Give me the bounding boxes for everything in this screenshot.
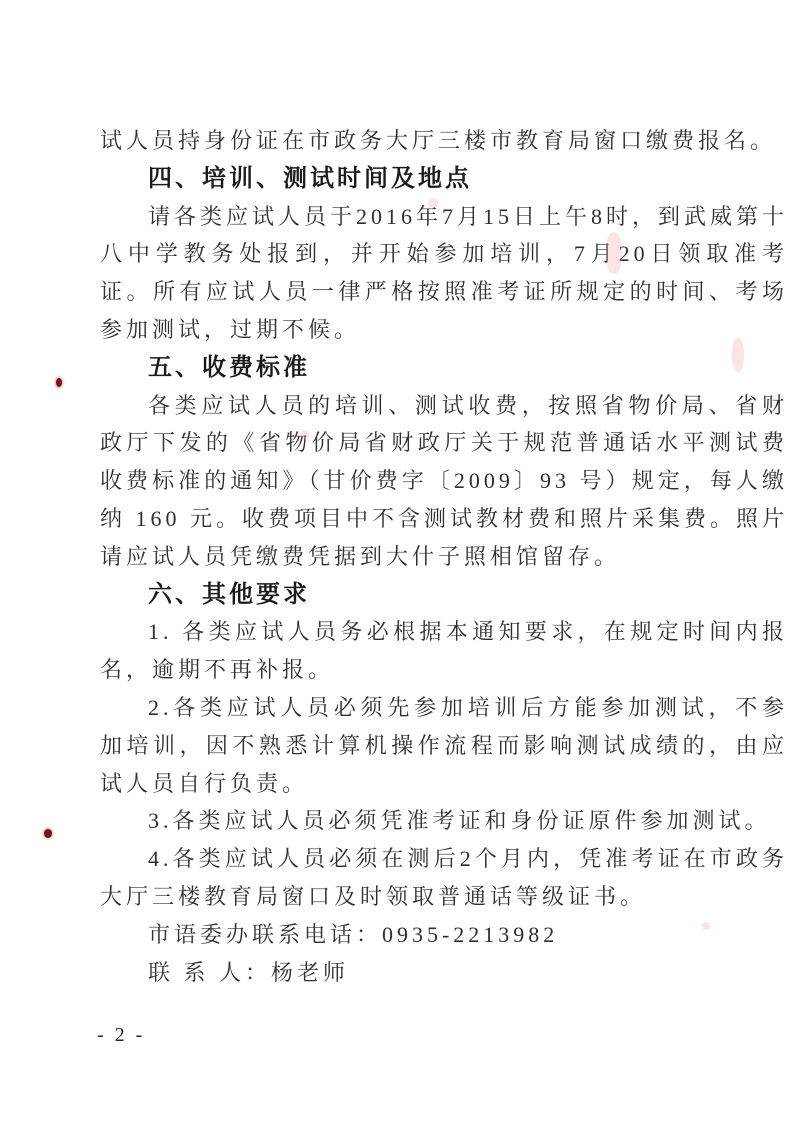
red-ink-dot (44, 829, 52, 838)
page-number: - 2 - (97, 1024, 146, 1046)
requirement-item-4: 4.各类应试人员必须在测后2个月内，凭准考证在市政务大厅三楼教育局窗口及时领取普通话等级证书。 (100, 846, 788, 909)
section-heading-other-requirements: 六、其他要求 (148, 580, 310, 608)
scan-artifact-smudge (606, 232, 622, 274)
paragraph-continuation: 试人员持身份证在市政务大厅三楼市教育局窗口缴费报名。 (100, 128, 777, 153)
section-heading-training-time: 四、培训、测试时间及地点 (148, 164, 472, 192)
contact-person-line: 联 系 人：杨老师 (147, 959, 349, 985)
contact-phone-line: 市语委办联系电话：0935-2213982 (147, 921, 559, 947)
requirement-item-1: 1. 各类应试人员务必根据本通知要求，在规定时间内报名，逾期不再补报。 (100, 619, 788, 683)
requirement-item-3: 3.各类应试人员必须凭准考证和身份证原件参加测试。 (147, 808, 771, 834)
red-ink-dot (56, 378, 62, 387)
scan-artifact-smudge (732, 338, 744, 372)
section-fees-paragraph: 各类应试人员的培训、测试收费，按照省物价局、省财政厅下发的《省物价局省财政厅关于规范普通话水平测试费收费标准的通知》（甘价费字〔2009〕93 号）规定，每人缴纳 160 元。收费项目中不含测试教材费和照片采集费。照片请应试人员凭缴费凭据到大什子照相馆留存。 (100, 392, 789, 569)
scan-artifact-smudge (300, 430, 309, 439)
scan-artifact-smudge (702, 922, 710, 930)
section-heading-fees: 五、收费标准 (148, 353, 310, 381)
requirement-item-2: 2.各类应试人员必须先参加培训后方能参加测试，不参加培训，因不熟悉计算机操作流程而影响测试成绩的，由应试人员自行负责。 (100, 694, 788, 796)
section-training-time-paragraph: 请各类应试人员于2016年7月15日上午8时，到武威第十八中学教务处报到，并开始参加培训，7月20日领取准考证。所有应试人员一律严格按照准考证所规定的时间、考场参加测试，过期不候。 (100, 203, 788, 342)
scan-artifact-smudge (428, 198, 438, 208)
document-body (100, 122, 788, 991)
